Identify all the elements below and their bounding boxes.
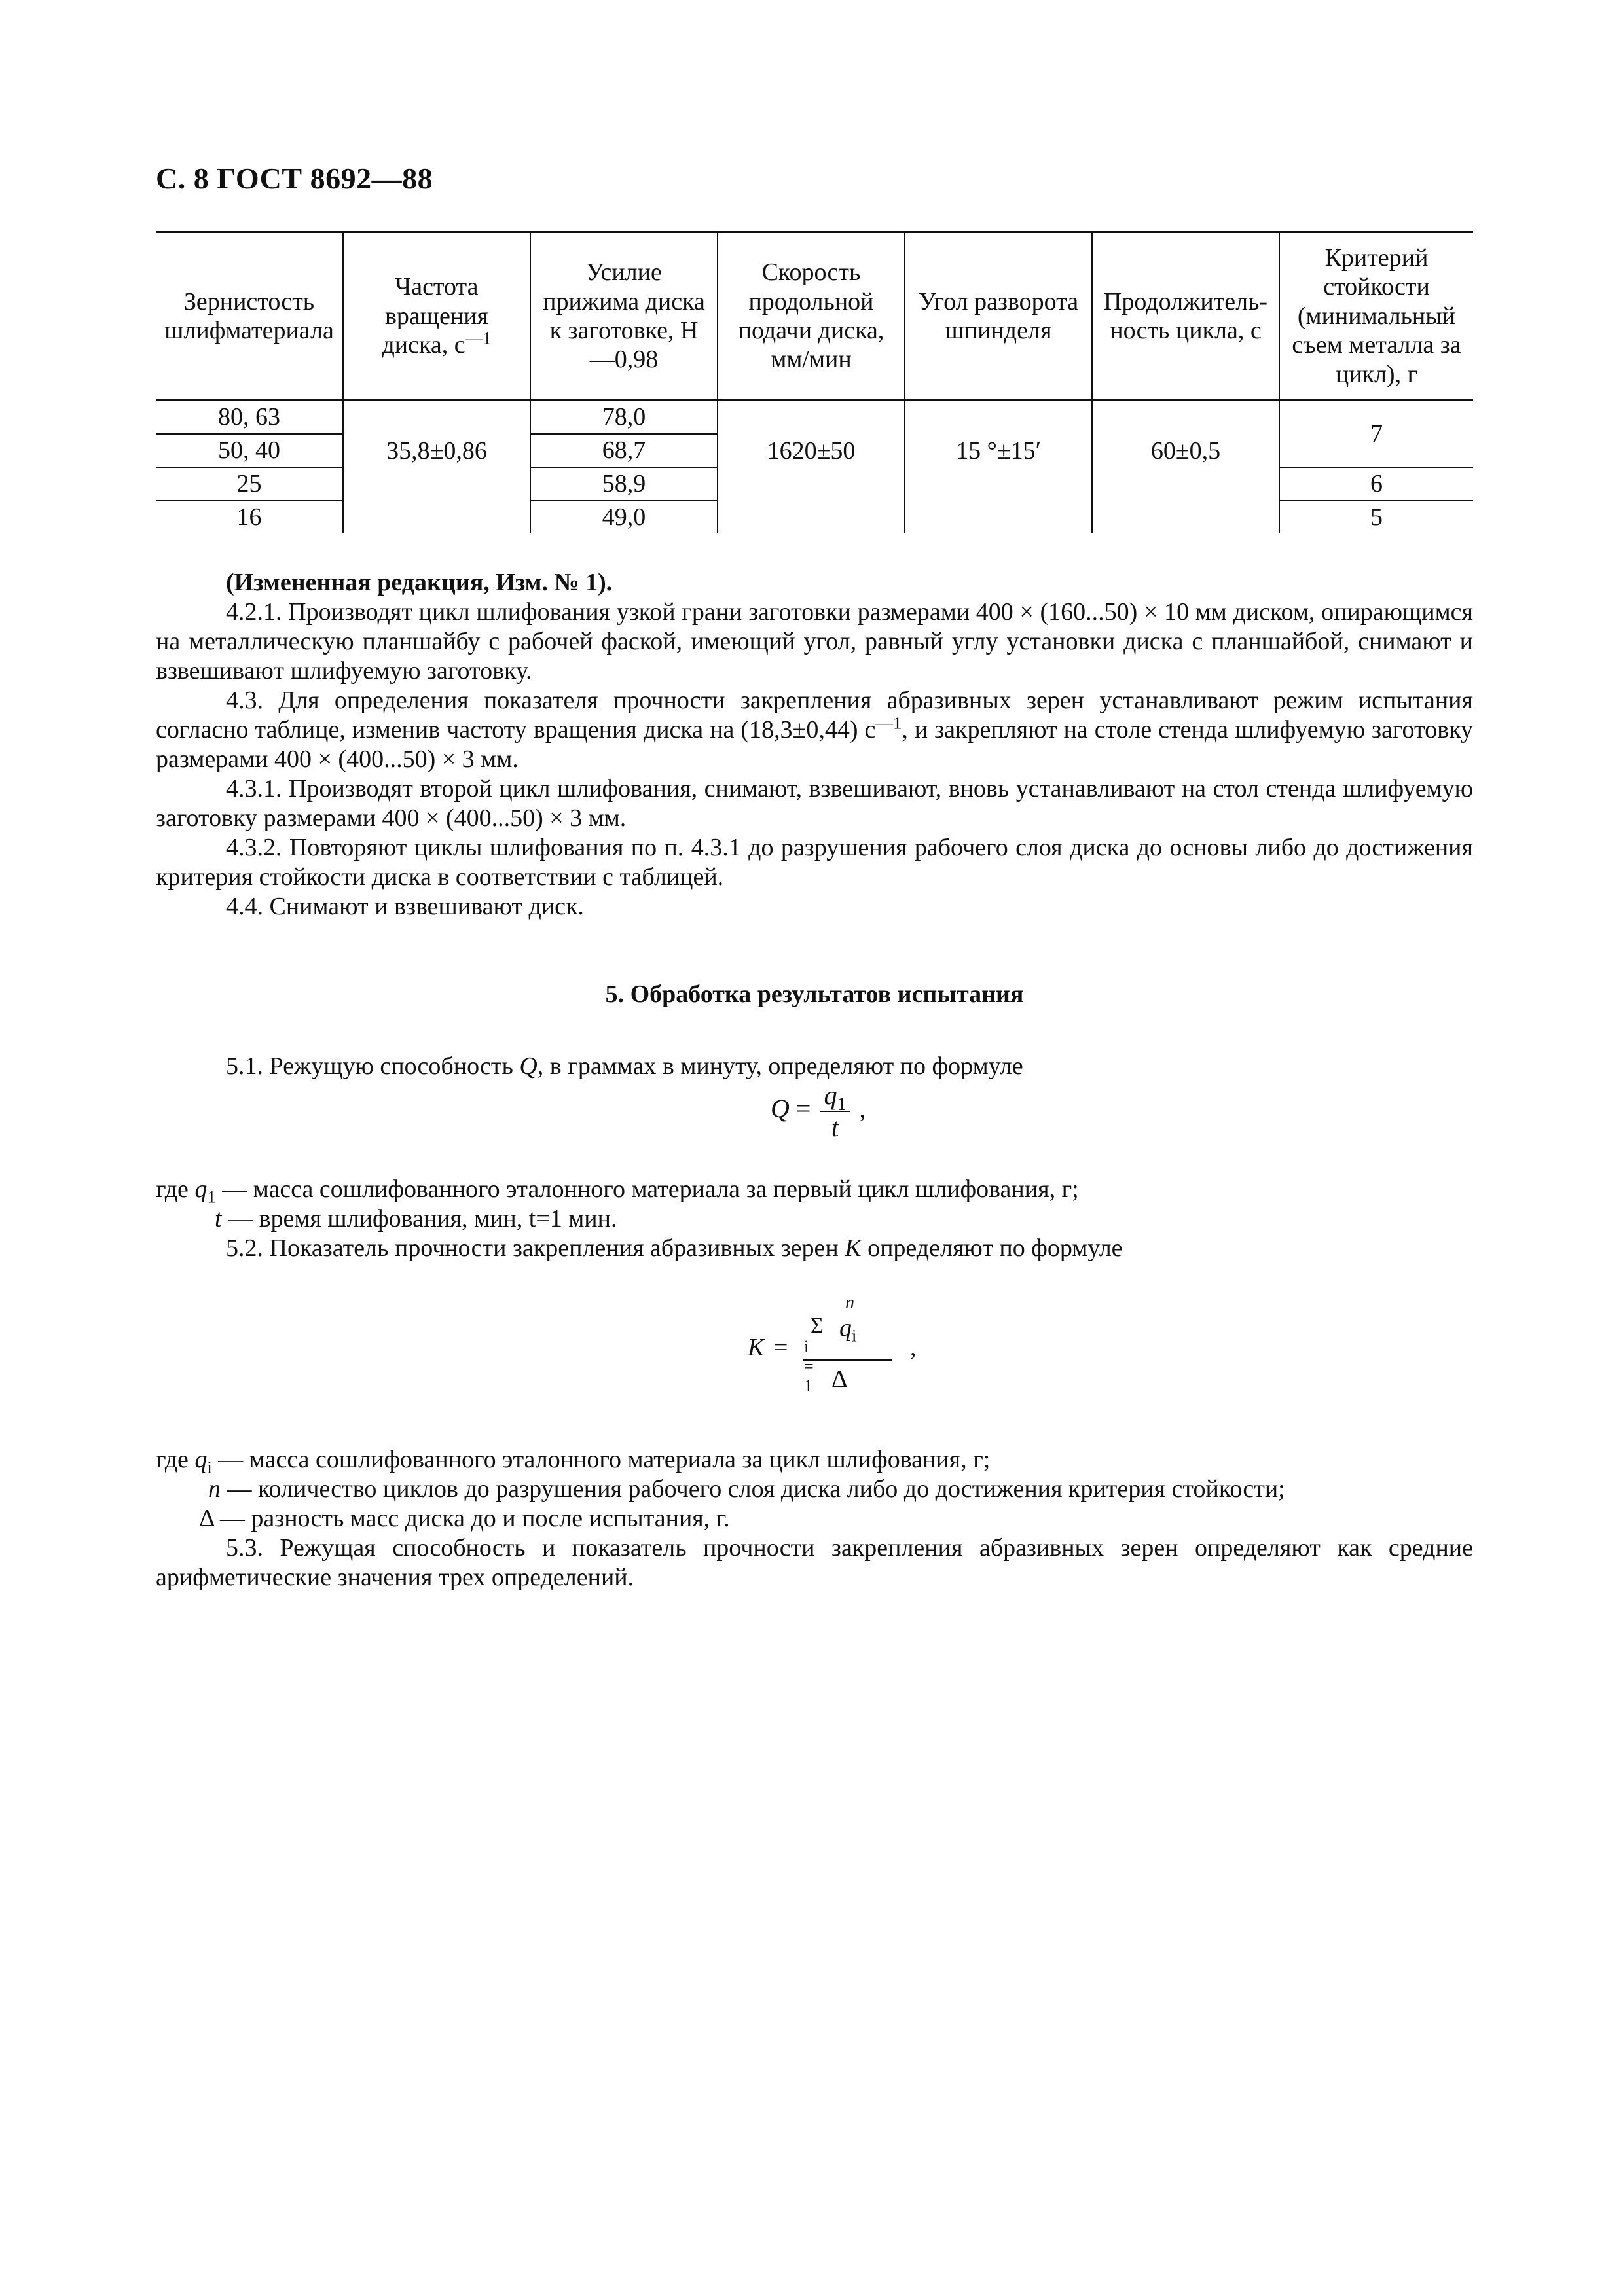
grain-cell: 16: [236, 503, 262, 531]
cycle-cell-empty: [1092, 501, 1279, 533]
feed-cell: 1620±50: [718, 401, 905, 501]
section-4-text: [156, 568, 1473, 922]
test-mode-table: [156, 231, 1473, 533]
force-cell: 49,0: [530, 501, 718, 533]
table-row: [156, 401, 1473, 435]
grain-cell: 25: [156, 467, 343, 501]
grain-cell: 80, 63: [156, 401, 343, 435]
feed-cell-empty: [718, 501, 905, 533]
column-header: Скорость продольной подачи диска, мм/мин: [718, 232, 905, 401]
page-header: С. 8 ГОСТ 8692—88: [156, 162, 433, 195]
table-header-row: [156, 232, 1473, 401]
angle-cell-empty: [905, 501, 1092, 533]
document-page: С. 8 ГОСТ 8692—88 Зернистость шлифматериала Частота вращения диска, $с^{—1}$ Усилие прижима диска к заготовке, Н —0,98 Скорость продольной подачи диска, мм/мин Угол разворота шпинделя Продолжитель-ность цикла, с Критерий стойкости (минимальный съем металла за цикл), г 80, 63 35,8±0,86 78,0 1620±50 15 °±15′ 60±0,5 7 50, 40 68,7 25 58,9 6 16 49,0 5 (Измененная редакция, Изм. № 1). 4.2.1. Производят цикл шлифования узкой грани заготовки размерами 400 × (160...50) × 10 мм диском, опирающимся на металлическую планшайбу с рабочей фаской, имеющий угол, равный углу установки диска с планшайбой, снимают и взвешивают шлифуемую заготовку. 4.3. Для определения показателя прочности закрепления абразивных зерен устанавливают режим испытания согласно таблице, изменив частоту вращения диска на (18,3±0,44) $с^{—1}$, и закрепляют на столе стенда шлифуемую заготовку размерами 400 × (400...50) × 3 мм. 4.3.1. Производят второй цикл шлифования, снимают, взвешивают, вновь устанавливают на стол стенда шлифуемую заготовку размерами 400 × (400...50) × 3 мм. 4.3.2. Повторяют циклы шлифования по п. 4.3.1 до разрушения рабочего слоя диска до основы либо до достижения критерия стойкости диска в соответствии с таблицей. 4.4. Снимают и взвешивают диск. 5. Обработка результатов испытания 5.1. Режущую способность Q, в граммах в минуту, определяют по формуле Q = $\frac{q_1}{t}$ , где $q_1$ — масса сошлифованного эталонного материала за первый цикл шлифования, г; t — время шлифования, мин, t=1 мин. 5.2. Показатель прочности закрепления абразивных зерен K определяют по формуле K = n Σ $q_i$ i = 1 Δ , где $q_i$ — масса сошлифованного эталонного материала за цикл шлифования, г; n — количество циклов до разрушения рабочего слоя диска либо до достижения критерия стойкости; Δ — разность масс диска до и после испытания, г. 5.3. Режущая способность и показатель прочности закрепления абразивных зерен определяют как средние арифметические значения трех определений.: [156, 162, 1473, 1591]
paragraph-4-4: 4.4. Снимают и взвешивают диск.: [226, 893, 584, 920]
column-header: Зернистость шлифматериала: [156, 232, 343, 401]
paragraph-4-2-1: 4.2.1. Производят цикл шлифования узкой грани заготовки размерами 400 × (160...50) × 10 мм диском, опирающимся на металлическую планшайбу с рабочей фаской, имеющий угол, равный углу установки диска с планшайбой, снимают и взвешивают шлифуемую заготовку.: [156, 598, 1473, 685]
formula-k-legend: где $q_i$ — масса сошлифованного эталонного материала за цикл шлифования, г; n — количество циклов до разрушения рабочего слоя диска либо до достижения критерия стойкости; Δ — разность масс диска до и после испытания, г. 5.3. Режущая способность и показатель прочности закрепления абразивных зерен определяют как средние арифметические значения трех определений.: [156, 1446, 1473, 1591]
frequency-cell-empty: [343, 501, 530, 533]
force-cell: 78,0: [530, 401, 718, 435]
angle-cell: 15 °±15′: [905, 401, 1092, 501]
paragraph-5-3: 5.3. Режущая способность и показатель прочности закрепления абразивных зерен определяют как средние арифметические значения трех определений.: [156, 1534, 1473, 1591]
paragraph-4-3: 4.3. Для определения показателя прочности закрепления абразивных зерен устанавливают режим испытания согласно таблице, изменив частоту вращения диска на (18,3±0,44) $с^{—1}$, и закрепляют на столе стенда шлифуемую заготовку размерами 400 × (400...50) × 3 мм.: [156, 687, 1473, 773]
amendment-note: (Измененная редакция, Изм. № 1).: [226, 569, 613, 596]
column-header: Угол разворота шпинделя: [905, 232, 1092, 401]
criterion-cell: 6: [1279, 467, 1473, 501]
column-header: Продолжитель-ность цикла, с: [1092, 232, 1279, 401]
column-header: Критерий стойкости (минимальный съем металла за цикл), г: [1279, 232, 1473, 401]
table-row: [156, 501, 1473, 533]
criterion-cell: 7: [1279, 401, 1473, 468]
paragraph-4-3-2: 4.3.2. Повторяют циклы шлифования по п. 4.3.1 до разрушения рабочего слоя диска до основы либо до достижения критерия стойкости диска в соответствии с таблицей.: [156, 834, 1473, 891]
grain-cell: 50, 40: [156, 434, 343, 467]
force-cell: 68,7: [530, 434, 718, 467]
formula-q: Q = $\frac{q_1}{t}$ ,: [771, 1081, 866, 1142]
formula-q-legend: где $q_1$ — масса сошлифованного эталонного материала за первый цикл шлифования, г; t — время шлифования, мин, t=1 мин. 5.2. Показатель прочности закрепления абразивных зерен K определяют по формуле: [156, 1175, 1123, 1262]
section-5-heading: 5. Обработка результатов испытания: [605, 980, 1024, 1008]
column-header: Усилие прижима диска к заготовке, Н —0,98: [530, 232, 718, 401]
cycle-cell: 60±0,5: [1092, 401, 1279, 501]
criterion-cell: 5: [1279, 501, 1473, 533]
column-header: Частота вращения диска, $с^{—1}$: [343, 232, 530, 401]
frequency-cell: 35,8±0,86: [343, 401, 530, 501]
force-cell: 58,9: [530, 467, 718, 501]
paragraph-5-1: 5.1. Режущую способность Q, в граммах в минуту, определяют по формуле: [226, 1052, 1023, 1080]
paragraph-4-3-1: 4.3.1. Производят второй цикл шлифования, снимают, взвешивают, вновь устанавливают на стол стенда шлифуемую заготовку размерами 400 × (400...50) × 3 мм.: [156, 775, 1473, 832]
